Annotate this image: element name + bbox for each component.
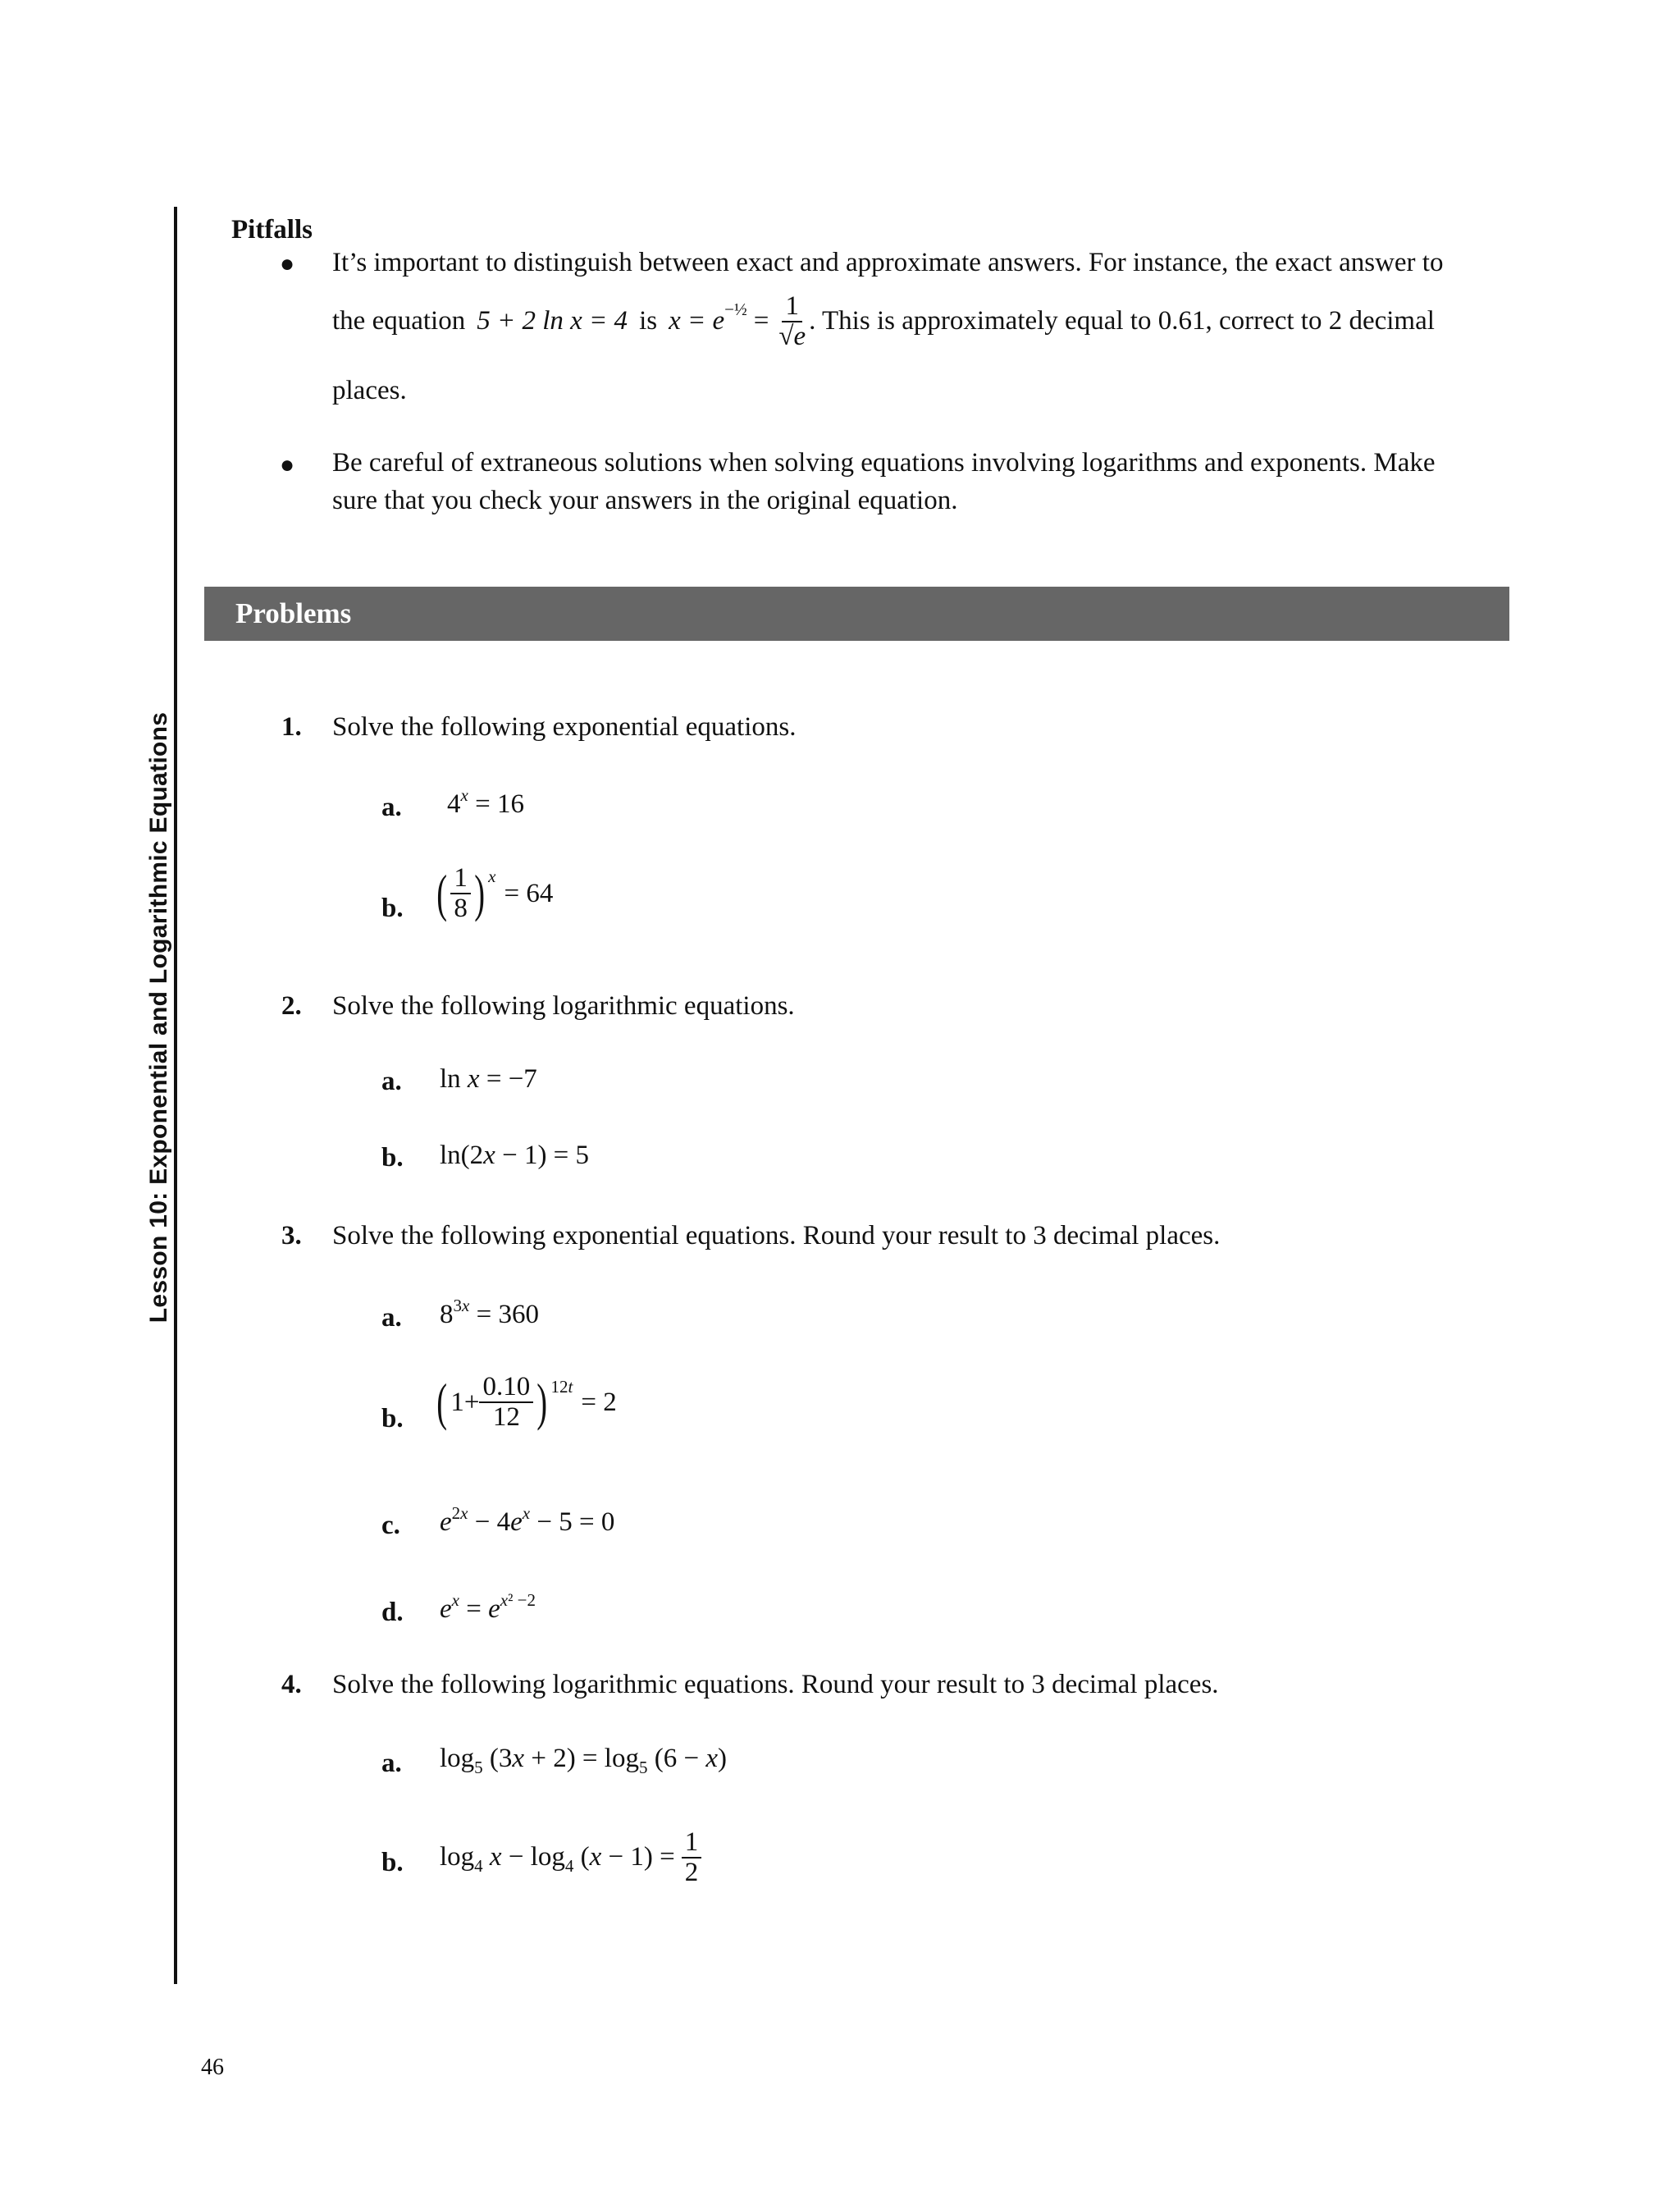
bullet-icon: ● xyxy=(280,250,295,277)
problem-4-text: Solve the following logarithmic equations. Round your result to 3 decimal places. xyxy=(332,1670,1219,1699)
pitfalls-heading: Pitfalls xyxy=(231,215,313,245)
problem-3c-equation: $e^{2x} - 4e^x - 5 = 0$ xyxy=(440,1503,615,1537)
pitfall-1-line-2 xyxy=(332,292,1435,350)
problem-3b-equation: ( 1+ $\frac{0.10}{12}$ ) 12t = 2 xyxy=(436,1372,617,1432)
pitfall-1-solution: x = e xyxy=(669,306,725,336)
problem-3-text: Solve the following exponential equations. Round your result to 3 decimal places. xyxy=(332,1221,1221,1250)
pitfall-1-equation: 5 + 2 ln x = 4 xyxy=(477,306,628,336)
problem-3d-equation: $e^x = e^{x^2 -2}$ xyxy=(440,1590,536,1624)
problem-2-text: Solve the following logarithmic equations. xyxy=(332,991,795,1021)
equals-sign: = xyxy=(753,306,769,336)
problem-3d-label: d. xyxy=(381,1598,404,1627)
problem-3a-equation: $8^{3x} = 360$ xyxy=(440,1296,539,1329)
sidebar-lesson-title: Lesson 10: Exponential and Logarithmic Equations xyxy=(145,711,172,1324)
problems-banner xyxy=(204,587,1509,641)
problems-heading: Problems xyxy=(235,597,352,629)
problem-4-number: 4. xyxy=(281,1670,302,1699)
problem-2b-label: b. xyxy=(381,1143,404,1173)
problem-1a-label: a. xyxy=(381,793,402,822)
problem-1b-label: b. xyxy=(381,894,404,923)
problem-3b-label: b. xyxy=(381,1404,404,1433)
problem-3a-label: a. xyxy=(381,1303,402,1333)
pitfall-1-fraction: $\frac{1}{√e}$ xyxy=(778,291,806,351)
page-number: 46 xyxy=(201,2055,224,2080)
pitfall-1-exponent: −½ xyxy=(724,299,747,320)
pitfall-1-line-3: places. xyxy=(332,376,407,405)
pitfall-1-suffix: . This is approximately equal to 0.61, correct to 2 decimal xyxy=(809,306,1435,336)
problem-4b-equation: $\log_4 x - \log_4 (x - 1)$ = $\frac{1}{2}$ xyxy=(440,1828,701,1886)
problem-3-number: 3. xyxy=(281,1221,302,1250)
problem-2-number: 2. xyxy=(281,991,302,1021)
sidebar-rule xyxy=(174,207,177,1984)
problem-1-text: Solve the following exponential equations. xyxy=(332,712,797,742)
problem-4b-label: b. xyxy=(381,1848,404,1877)
problem-4a-equation: $\log_5 (3x + 2) = \log_5 (6 - x)$ xyxy=(440,1744,727,1777)
problem-4a-label: a. xyxy=(381,1749,402,1778)
problem-1a-equation: $4^x = 16$ xyxy=(447,785,524,819)
pitfall-1-is: is xyxy=(639,306,658,336)
bullet-icon: ● xyxy=(280,451,295,478)
pitfall-1-line-1: It’s important to distinguish between exact and approximate answers. For instance, the exact answer to xyxy=(332,248,1444,277)
problem-3c-label: c. xyxy=(381,1511,400,1540)
problem-1b-equation: ( $\frac{1}{8}$ ) x = 64 xyxy=(436,863,554,923)
problem-2a-equation: ln x = −7 xyxy=(440,1064,537,1094)
pitfall-1-prefix: the equation xyxy=(332,306,466,336)
problem-1-number: 1. xyxy=(281,712,302,742)
problem-2a-label: a. xyxy=(381,1067,402,1096)
pitfall-2-line-1: Be careful of extraneous solutions when solving equations involving logarithms and exponents. Make xyxy=(332,448,1436,478)
problem-2b-equation: ln(2x − 1) = 5 xyxy=(440,1141,590,1170)
pitfall-2-line-2: sure that you check your answers in the original equation. xyxy=(332,486,958,515)
